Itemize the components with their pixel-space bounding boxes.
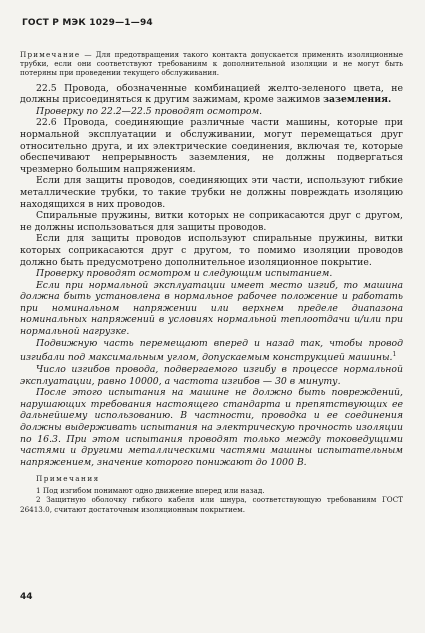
check-statement-2: Проверку проводят осмотром и следующим испытанием. — [36, 268, 333, 280]
paragraph-springs-1: Спиральные пружины, витки которых не соприкасаются друг с другом, не должны использоваться для защиты проводов. — [20, 210, 403, 233]
notes-title: Примечания — [36, 474, 100, 484]
paragraph-springs-2: Если для защиты проводов используют спиральные пружины, витки которых соприкасаются друг с другом, то помимо изоляции проводов должно быть предусмотрено дополнительное изоляционное покрытие. — [20, 233, 403, 268]
test-paragraph-1: Если при нормальной эксплуатации имеет место изгиб, то машина должна быть установлена в нормальное рабочее положение и работать при номинальном напряжении или верхнем пределе диапазона номинальных напряжений в условиях нормальной теплоотдачи и/или при нормальной нагрузке. — [20, 279, 403, 338]
test-paragraph-2 — [20, 338, 403, 364]
standard-header: ГОСТ Р МЭК 1029—1—94 — [22, 18, 153, 28]
paragraph-22-5 — [20, 83, 403, 106]
test-paragraph-3: Число изгибов провода, подвергаемого изгибу в процессе нормальной эксплуатации, равно 10000, а частота изгибов — 30 в минуту. — [20, 363, 403, 387]
note-item: 1 Под изгибом понимают одно движение вперед или назад. — [36, 485, 265, 495]
page-number: 44 — [20, 592, 33, 602]
test-paragraph-2-text: Подвижную часть перемещают вперед и назад так, чтобы провод изгибали под максимальным углом, допускаемым конструкцией машины. — [20, 337, 403, 364]
note-label: Примечание — [20, 50, 81, 59]
paragraph-22-6: 22.6 Провода, соединяющие различные части машины, которые при нормальной эксплуатации и обслуживании, могут перемещаться друг относительно друга, и их электрические соединения, включая те, которые обеспечивают непрерывность заземления, не должны подвергаться чрезмерно большим напряжениям. — [20, 117, 403, 175]
check-statement-1: Проверку по 22.2—22.5 проводят осмотром. — [36, 105, 263, 117]
notes-section — [20, 474, 403, 514]
note-text: — Для предотвращения такого контакта допускается применять изоляционные трубки, если они соответствуют требованиям к дополнительной изоляции и не могут быть потеряны при проведении текущего обслуживания. — [20, 50, 403, 78]
paragraph-tubes: Если для защиты проводов, соединяющих эти части, используют гибкие металлические трубки, то такие трубки не должны повреждать изоляцию находящихся в них проводов. — [20, 175, 403, 210]
test-paragraph-4: После этого испытания на машине не должно быть повреждений, нарушающих требования настоящего стандарта и препятствующих ее дальнейшему использованию. В частности, проводка и ее соединения должны выдерживать испытания на электрическую прочность изоляции по 16.3. При этом испытания проводят только между токоведущими частями и другими металлическими частями машины испытательным напряжением, значение которого понижают до 1000 В. — [20, 387, 403, 468]
note-top — [20, 50, 403, 78]
note-item: 2 Защитную оболочку гибкого кабеля или шнура, соответствующую требованиям ГОСТ 26413.0, считают достаточным изоляционным покрытием. — [20, 495, 403, 515]
paragraph-22-5-text: 22.5 Провода, обозначенные комбинацией желто-зеленого цвета, не должны присоединяться к другим зажимам, кроме зажимов — [20, 82, 403, 106]
footnote-marker: 1 — [392, 351, 397, 359]
paragraph-22-5-bold: заземления. — [323, 94, 392, 106]
